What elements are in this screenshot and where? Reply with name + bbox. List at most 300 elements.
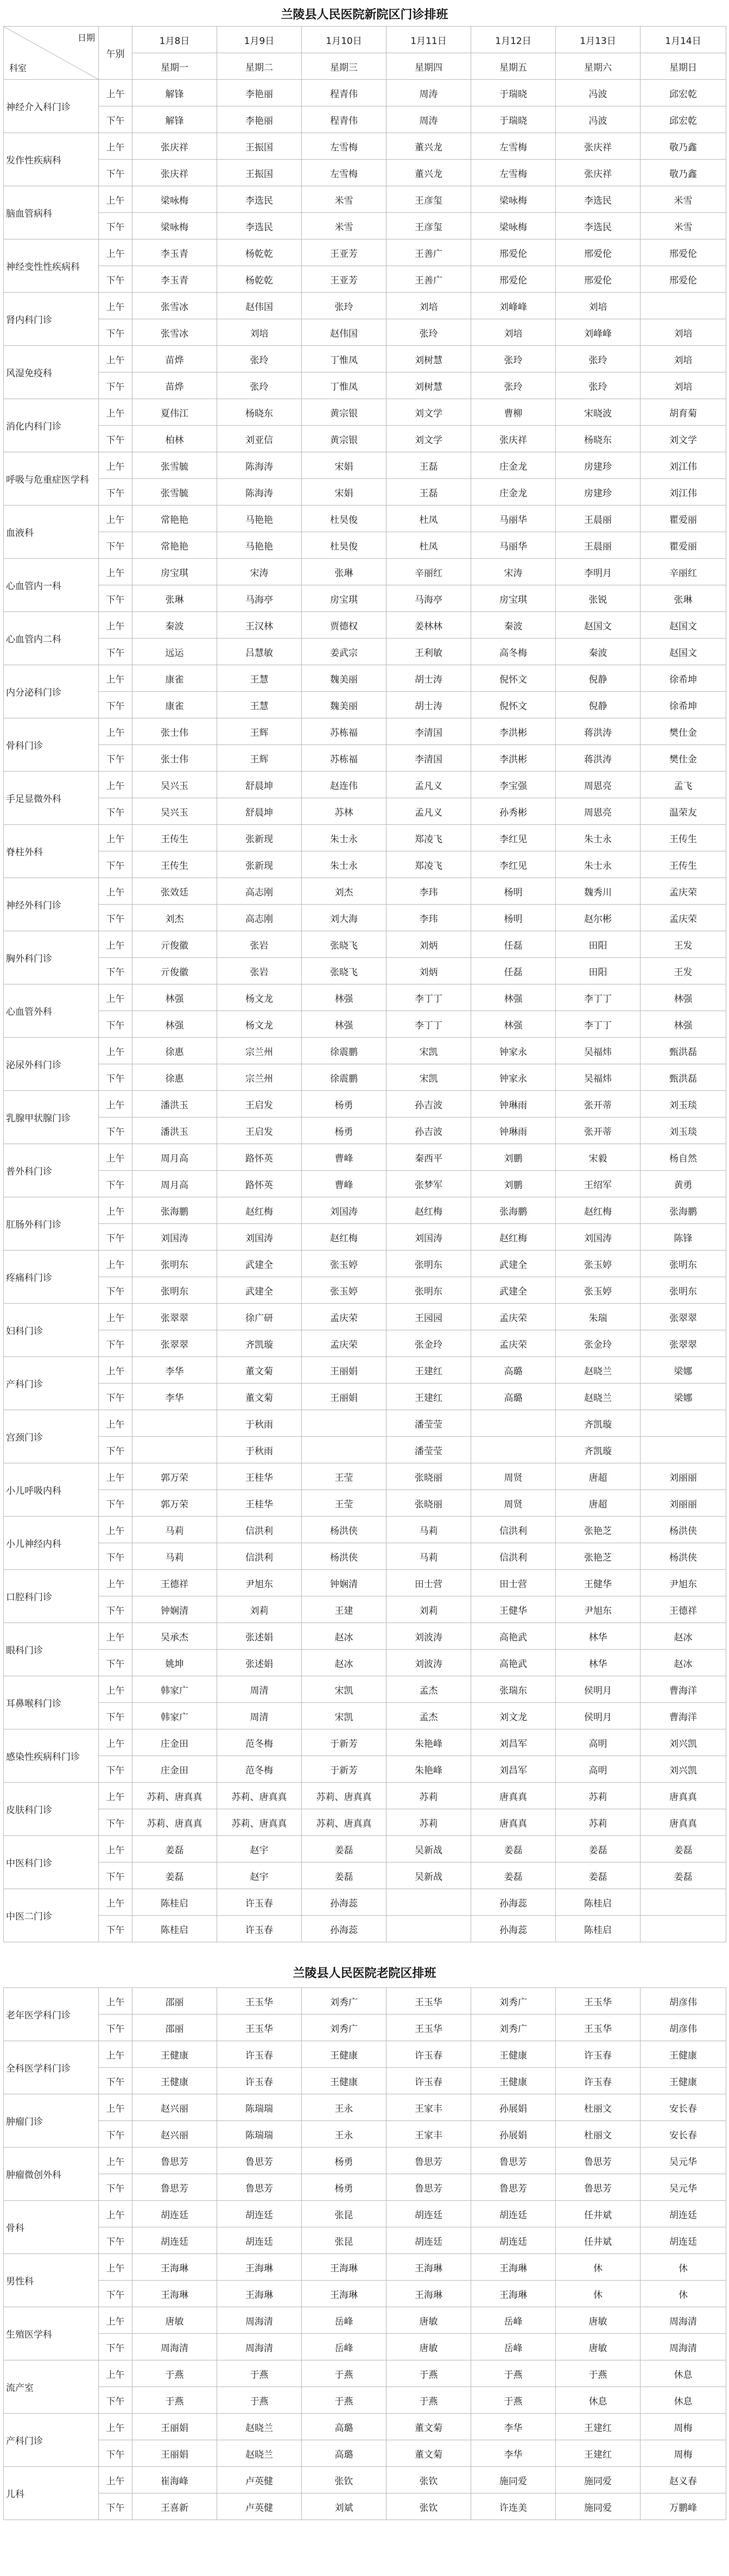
table-row (4, 160, 726, 186)
doctor-cell: 杨洪侠 (302, 1517, 386, 1543)
doctor-cell: 李红见 (471, 851, 556, 878)
table-row (4, 1862, 726, 1889)
doctor-cell: 苗烨 (132, 372, 217, 399)
doctor-cell: 王玉华 (556, 1988, 641, 2015)
new-campus-title: 兰陵县人民医院新院区门诊排班 (281, 8, 448, 22)
doctor-cell: 赵连伟 (302, 772, 386, 798)
shift-cell: 下午 (99, 160, 132, 186)
doctor-cell: 刘国涛 (132, 1224, 217, 1251)
doctor-cell: 吴福炜 (556, 1064, 641, 1091)
table-row (4, 1144, 726, 1171)
doctor-cell: 王发 (641, 931, 726, 958)
doctor-cell: 赵红梅 (386, 1197, 471, 1224)
diagonal-header-cell (4, 27, 99, 80)
doctor-cell: 邢爱伦 (556, 266, 641, 293)
doctor-cell: 刘国涛 (217, 1224, 302, 1251)
date-header-cell: 1月13日 (556, 27, 641, 53)
doctor-cell: 朱士永 (302, 825, 386, 851)
doctor-cell: 姜林林 (386, 612, 471, 639)
doctor-cell: 胡士涛 (386, 692, 471, 718)
shift-cell: 上午 (99, 878, 132, 905)
table-row (4, 1304, 726, 1330)
doctor-cell: 高艳武 (471, 1650, 556, 1676)
doctor-cell: 张玲 (471, 346, 556, 372)
doctor-cell: 李明月 (556, 559, 641, 585)
doctor-cell: 李选民 (217, 186, 302, 213)
doctor-cell: 朱艳峰 (386, 1729, 471, 1756)
doctor-cell: 董文菊 (386, 2414, 471, 2440)
table-row (4, 1570, 726, 1596)
doctor-cell: 安长春 (641, 2121, 726, 2148)
table-row (4, 798, 726, 825)
shift-cell: 上午 (99, 1304, 132, 1330)
date-header-cell: 1月9日 (217, 27, 302, 53)
doctor-cell: 王德祥 (641, 1596, 726, 1623)
doctor-cell: 李选民 (217, 213, 302, 239)
doctor-cell: 马艳艳 (217, 532, 302, 559)
doctor-cell: 张雪毓 (132, 479, 217, 506)
table-row (4, 1543, 726, 1570)
doctor-cell: 杜丽文 (556, 2121, 641, 2148)
doctor-cell: 孟凡义 (386, 772, 471, 798)
doctor-cell: 王海琳 (386, 2281, 471, 2307)
doctor-cell: 吴兴玉 (132, 798, 217, 825)
doctor-cell: 朱艳峰 (386, 1756, 471, 1783)
table-row (4, 1809, 726, 1836)
doctor-cell: 姜磊 (471, 1862, 556, 1889)
doctor-cell: 张述娟 (217, 1623, 302, 1650)
doctor-cell: 路怀英 (217, 1171, 302, 1197)
doctor-cell: 刘兴凯 (641, 1756, 726, 1783)
doctor-cell: 李华 (471, 2440, 556, 2467)
doctor-cell: 徐希坤 (641, 692, 726, 718)
doctor-cell: 钟琳雨 (471, 1091, 556, 1117)
doctor-cell: 刘丽丽 (641, 1463, 726, 1490)
doctor-cell: 姜磊 (471, 1836, 556, 1862)
table-row (4, 2174, 726, 2201)
doctor-cell: 杨自然 (641, 1144, 726, 1171)
date-header-cell: 1月11日 (386, 27, 471, 53)
doctor-cell: 韩家广 (132, 1676, 217, 1703)
doctor-cell: 施同爱 (556, 2493, 641, 2520)
new-campus-schedule-table (3, 26, 726, 1942)
doctor-cell: 林强 (471, 984, 556, 1011)
doctor-cell: 敬乃鑫 (641, 133, 726, 160)
doctor-cell: 孟庆荣 (641, 905, 726, 931)
doctor-cell: 杨洪侠 (641, 1517, 726, 1543)
doctor-cell: 齐凯璇 (556, 1437, 641, 1463)
header-date-row (4, 27, 726, 53)
department-cell: 小儿呼吸内科 (4, 1463, 99, 1517)
shift-cell: 下午 (99, 479, 132, 506)
doctor-cell: 徐震鹏 (302, 1064, 386, 1091)
doctor-cell: 瞿爱丽 (641, 506, 726, 532)
doctor-cell: 张玲 (302, 293, 386, 319)
doctor-cell: 倪静 (556, 692, 641, 718)
doctor-cell: 刘培 (641, 319, 726, 346)
doctor-cell: 黄勇 (641, 1171, 726, 1197)
shift-cell: 上午 (99, 772, 132, 798)
doctor-cell: 张钦 (386, 2467, 471, 2493)
doctor-cell: 周月高 (132, 1171, 217, 1197)
doctor-cell: 王永 (302, 2121, 386, 2148)
table-row (4, 612, 726, 639)
doctor-cell: 刘莉 (217, 1596, 302, 1623)
table-row (4, 532, 726, 559)
doctor-cell: 张钦 (302, 2467, 386, 2493)
doctor-cell: 潘洪玉 (132, 1117, 217, 1144)
table-row (4, 585, 726, 612)
doctor-cell: 钟娴清 (132, 1596, 217, 1623)
doctor-cell: 姜磊 (302, 1862, 386, 1889)
department-cell: 呼吸与危重症医学科 (4, 452, 99, 506)
shift-cell: 下午 (99, 798, 132, 825)
doctor-cell: 周贤 (471, 1463, 556, 1490)
table-row (4, 346, 726, 372)
doctor-cell: 张艳芝 (556, 1543, 641, 1570)
doctor-cell: 秦西平 (386, 1144, 471, 1171)
doctor-cell: 于瑞晓 (471, 80, 556, 106)
doctor-cell: 范冬梅 (217, 1729, 302, 1756)
doctor-cell: 刘大海 (302, 905, 386, 931)
doctor-cell: 王传生 (641, 825, 726, 851)
department-cell: 妇科门诊 (4, 1304, 99, 1357)
doctor-cell: 王利敏 (386, 639, 471, 665)
table-row (4, 1117, 726, 1144)
doctor-cell: 林强 (132, 984, 217, 1011)
doctor-cell: 张锐 (556, 585, 641, 612)
shift-cell: 下午 (99, 2493, 132, 2520)
doctor-cell (302, 1410, 386, 1437)
doctor-cell: 信洪利 (471, 1517, 556, 1543)
doctor-cell: 王建红 (556, 2414, 641, 2440)
doctor-cell: 鲁思芳 (132, 2174, 217, 2201)
doctor-cell: 刘培 (641, 346, 726, 372)
doctor-cell: 任井斌 (556, 2227, 641, 2254)
doctor-cell: 钟家永 (471, 1064, 556, 1091)
doctor-cell: 王丽娟 (132, 2440, 217, 2467)
doctor-cell: 左雪梅 (302, 133, 386, 160)
date-header-cell: 1月10日 (302, 27, 386, 53)
doctor-cell: 鲁思芳 (556, 2148, 641, 2174)
doctor-cell: 高艳武 (471, 1623, 556, 1650)
doctor-cell: 田阳 (556, 931, 641, 958)
doctor-cell: 张庆祥 (132, 133, 217, 160)
doctor-cell: 潘莹莹 (386, 1437, 471, 1463)
doctor-cell: 许玉春 (217, 1889, 302, 1916)
doctor-cell: 刘昌军 (471, 1729, 556, 1756)
department-cell: 流产室 (4, 2360, 99, 2414)
shift-cell: 下午 (99, 2440, 132, 2467)
doctor-cell: 张玲 (386, 319, 471, 346)
doctor-cell: 田阳 (556, 958, 641, 984)
doctor-cell: 杜昊俊 (302, 532, 386, 559)
department-cell: 儿科 (4, 2467, 99, 2520)
doctor-cell: 高璐 (471, 1384, 556, 1410)
doctor-cell: 房宝琪 (132, 559, 217, 585)
doctor-cell: 于燕 (556, 2360, 641, 2387)
doctor-cell: 姜磊 (132, 1862, 217, 1889)
shift-cell: 上午 (99, 1570, 132, 1596)
doctor-cell: 吴新战 (386, 1836, 471, 1862)
doctor-cell: 周海清 (217, 2307, 302, 2334)
doctor-cell: 左雪梅 (471, 133, 556, 160)
table-row (4, 1490, 726, 1517)
doctor-cell: 孟飞 (641, 772, 726, 798)
doctor-cell: 孟庆荣 (471, 1304, 556, 1330)
doctor-cell: 王晨丽 (556, 506, 641, 532)
department-cell: 肿瘤门诊 (4, 2094, 99, 2148)
table-row (4, 2121, 726, 2148)
shift-cell: 上午 (99, 2148, 132, 2174)
doctor-cell: 武建全 (471, 1277, 556, 1304)
shift-cell: 下午 (99, 1543, 132, 1570)
doctor-cell: 唐真真 (641, 1809, 726, 1836)
doctor-cell: 鲁思芳 (471, 2148, 556, 2174)
doctor-cell: 王玉华 (217, 2015, 302, 2041)
table-row (4, 2387, 726, 2414)
shift-cell: 下午 (99, 1650, 132, 1676)
doctor-cell (471, 1410, 556, 1437)
table-row (4, 1277, 726, 1304)
doctor-cell: 王家丰 (386, 2121, 471, 2148)
doctor-cell: 赵国文 (641, 612, 726, 639)
doctor-cell: 秦波 (471, 612, 556, 639)
doctor-cell: 施同爱 (556, 2467, 641, 2493)
doctor-cell: 任井斌 (556, 2201, 641, 2227)
doctor-cell: 周恩亮 (556, 798, 641, 825)
doctor-cell: 张海鹏 (471, 1197, 556, 1224)
doctor-cell: 张士伟 (132, 745, 217, 772)
doctor-cell: 王家丰 (386, 2094, 471, 2121)
shift-cell: 下午 (99, 2281, 132, 2307)
doctor-cell: 瞿爱丽 (641, 532, 726, 559)
doctor-cell: 高璐 (471, 1357, 556, 1384)
department-cell: 肛肠外科门诊 (4, 1197, 99, 1251)
doctor-cell: 刘莉 (386, 1596, 471, 1623)
doctor-cell: 张琳 (641, 585, 726, 612)
doctor-cell: 胡连廷 (132, 2201, 217, 2227)
shift-cell: 上午 (99, 1197, 132, 1224)
doctor-cell: 刘文龙 (471, 1703, 556, 1729)
doctor-cell: 黄宗银 (302, 426, 386, 452)
doctor-cell: 王启发 (217, 1117, 302, 1144)
doctor-cell: 尹旭东 (217, 1570, 302, 1596)
doctor-cell: 杜凤 (386, 532, 471, 559)
department-cell: 风湿免疫科 (4, 346, 99, 399)
department-cell: 心血管内一科 (4, 559, 99, 612)
table-row (4, 80, 726, 106)
doctor-cell: 赵红梅 (217, 1197, 302, 1224)
doctor-cell: 杨洪侠 (641, 1543, 726, 1570)
doctor-cell: 王健康 (641, 2041, 726, 2068)
doctor-cell: 程青伟 (302, 80, 386, 106)
shift-header: 午别 (99, 27, 132, 80)
table-row (4, 559, 726, 585)
doctor-cell: 王绍军 (556, 1171, 641, 1197)
doctor-cell: 吴元华 (641, 2148, 726, 2174)
doctor-cell: 赵冰 (302, 1650, 386, 1676)
doctor-cell: 徐广研 (217, 1304, 302, 1330)
doctor-cell: 王健康 (302, 2068, 386, 2094)
doctor-cell: 张士伟 (132, 718, 217, 745)
doctor-cell: 周涛 (386, 106, 471, 133)
department-cell: 血液科 (4, 506, 99, 559)
doctor-cell: 岳峰 (471, 2307, 556, 2334)
doctor-cell: 姜磊 (641, 1862, 726, 1889)
doctor-cell: 刘炳 (386, 931, 471, 958)
doctor-cell: 张明东 (641, 1277, 726, 1304)
weekday-header-cell: 星期六 (556, 53, 641, 80)
doctor-cell: 杨洪侠 (302, 1543, 386, 1570)
shift-cell: 下午 (99, 106, 132, 133)
doctor-cell: 许玉春 (386, 2068, 471, 2094)
doctor-cell: 赵宇 (217, 1836, 302, 1862)
doctor-cell: 周海清 (132, 2334, 217, 2360)
doctor-cell: 岳峰 (302, 2307, 386, 2334)
doctor-cell: 曹峰 (302, 1171, 386, 1197)
department-cell: 宫颈门诊 (4, 1410, 99, 1463)
doctor-cell: 舒晨坤 (217, 772, 302, 798)
table-row (4, 2414, 726, 2440)
doctor-cell: 王健康 (132, 2041, 217, 2068)
doctor-cell: 唐真真 (641, 1783, 726, 1809)
department-cell: 神经变性性疾病科 (4, 239, 99, 293)
doctor-cell: 钟家永 (471, 1038, 556, 1064)
doctor-cell: 刘亚信 (217, 426, 302, 452)
department-cell: 骨科 (4, 2201, 99, 2254)
doctor-cell: 李选民 (556, 213, 641, 239)
doctor-cell: 宋凯 (302, 1676, 386, 1703)
doctor-cell: 张明东 (132, 1251, 217, 1277)
shift-cell: 下午 (99, 1171, 132, 1197)
doctor-cell: 齐凯璇 (556, 1410, 641, 1437)
doctor-cell: 苏莉、唐真真 (302, 1809, 386, 1836)
doctor-cell: 刘文学 (641, 426, 726, 452)
doctor-cell: 刘国涛 (386, 1224, 471, 1251)
table-row (4, 905, 726, 931)
doctor-cell: 唐超 (556, 1490, 641, 1517)
doctor-cell: 鲁思芳 (132, 2148, 217, 2174)
doctor-cell: 庄金龙 (471, 452, 556, 479)
doctor-cell: 马艳艳 (217, 506, 302, 532)
doctor-cell: 施同爱 (471, 2467, 556, 2493)
doctor-cell: 休 (641, 2281, 726, 2307)
doctor-cell: 尹旭东 (641, 1570, 726, 1596)
doctor-cell: 孙海蕊 (302, 1916, 386, 1942)
doctor-cell: 马莉 (132, 1543, 217, 1570)
doctor-cell: 王永 (302, 2094, 386, 2121)
doctor-cell: 苏林 (302, 798, 386, 825)
doctor-cell: 潘莹莹 (386, 1410, 471, 1437)
doctor-cell (641, 1437, 726, 1463)
doctor-cell: 马莉 (386, 1517, 471, 1543)
doctor-cell: 周海清 (641, 2334, 726, 2360)
table-row (4, 1676, 726, 1703)
doctor-cell: 赵红梅 (556, 1197, 641, 1224)
doctor-cell: 张庆祥 (556, 160, 641, 186)
doctor-cell: 曹峰 (302, 1144, 386, 1171)
table-row (4, 878, 726, 905)
doctor-cell: 林强 (302, 984, 386, 1011)
shift-cell: 上午 (99, 612, 132, 639)
doctor-cell: 刘树慧 (386, 372, 471, 399)
department-cell: 手足显微外科 (4, 772, 99, 825)
table-row (4, 1596, 726, 1623)
doctor-cell: 倪怀文 (471, 665, 556, 692)
department-cell: 小儿神经内科 (4, 1517, 99, 1570)
doctor-cell: 刘秀广 (302, 2015, 386, 2041)
doctor-cell: 张玲 (471, 372, 556, 399)
doctor-cell: 孟庆荣 (302, 1304, 386, 1330)
doctor-cell: 陈海涛 (217, 479, 302, 506)
doctor-cell: 杨乾乾 (217, 266, 302, 293)
doctor-cell: 于新芳 (302, 1756, 386, 1783)
doctor-cell: 梁咏梅 (132, 186, 217, 213)
doctor-cell: 张开蒂 (556, 1117, 641, 1144)
table-row (4, 825, 726, 851)
doctor-cell: 张瑞东 (471, 1676, 556, 1703)
doctor-cell (132, 1437, 217, 1463)
doctor-cell: 吕慧敏 (217, 639, 302, 665)
doctor-cell: 吴元华 (641, 2174, 726, 2201)
doctor-cell: 张晓丽 (386, 1463, 471, 1490)
doctor-cell: 张玲 (217, 346, 302, 372)
doctor-cell: 姜磊 (556, 1862, 641, 1889)
table-row (4, 1623, 726, 1650)
doctor-cell: 敬乃鑫 (641, 160, 726, 186)
doctor-cell: 康雀 (132, 665, 217, 692)
date-header-cell: 1月12日 (471, 27, 556, 53)
doctor-cell: 王海琳 (132, 2254, 217, 2281)
doctor-cell: 刘玉琰 (641, 1117, 726, 1144)
doctor-cell: 张开蒂 (556, 1091, 641, 1117)
doctor-cell: 孙秀彬 (471, 798, 556, 825)
doctor-cell: 高明 (556, 1756, 641, 1783)
doctor-cell: 张玲 (217, 372, 302, 399)
doctor-cell: 陈桂启 (132, 1889, 217, 1916)
doctor-cell: 周月高 (132, 1144, 217, 1171)
doctor-cell: 丁惟凤 (302, 346, 386, 372)
doctor-cell: 胡育菊 (641, 399, 726, 426)
doctor-cell: 许玉春 (556, 2041, 641, 2068)
doctor-cell: 魏美丽 (302, 665, 386, 692)
doctor-cell: 房建珍 (556, 452, 641, 479)
doctor-cell: 胡士涛 (386, 665, 471, 692)
doctor-cell: 周清 (217, 1676, 302, 1703)
doctor-cell: 刘秀广 (471, 1988, 556, 2015)
table-row (4, 958, 726, 984)
dept-axis-label: 科室 (9, 63, 27, 73)
doctor-cell: 王善广 (386, 266, 471, 293)
doctor-cell: 张玉婷 (556, 1251, 641, 1277)
doctor-cell: 侯明月 (556, 1676, 641, 1703)
doctor-cell: 唐敏 (132, 2307, 217, 2334)
table-row (4, 479, 726, 506)
doctor-cell: 常艳艳 (132, 506, 217, 532)
doctor-cell: 休息 (556, 2387, 641, 2414)
doctor-cell: 张玲 (556, 372, 641, 399)
doctor-cell: 刘江伟 (641, 452, 726, 479)
table-row (4, 2068, 726, 2094)
doctor-cell: 唐敏 (386, 2307, 471, 2334)
doctor-cell: 马莉 (132, 1517, 217, 1543)
doctor-cell: 左雪梅 (471, 160, 556, 186)
doctor-cell (132, 1410, 217, 1437)
table-row (4, 2307, 726, 2334)
doctor-cell: 蒋洪涛 (556, 745, 641, 772)
table-row (4, 2334, 726, 2360)
